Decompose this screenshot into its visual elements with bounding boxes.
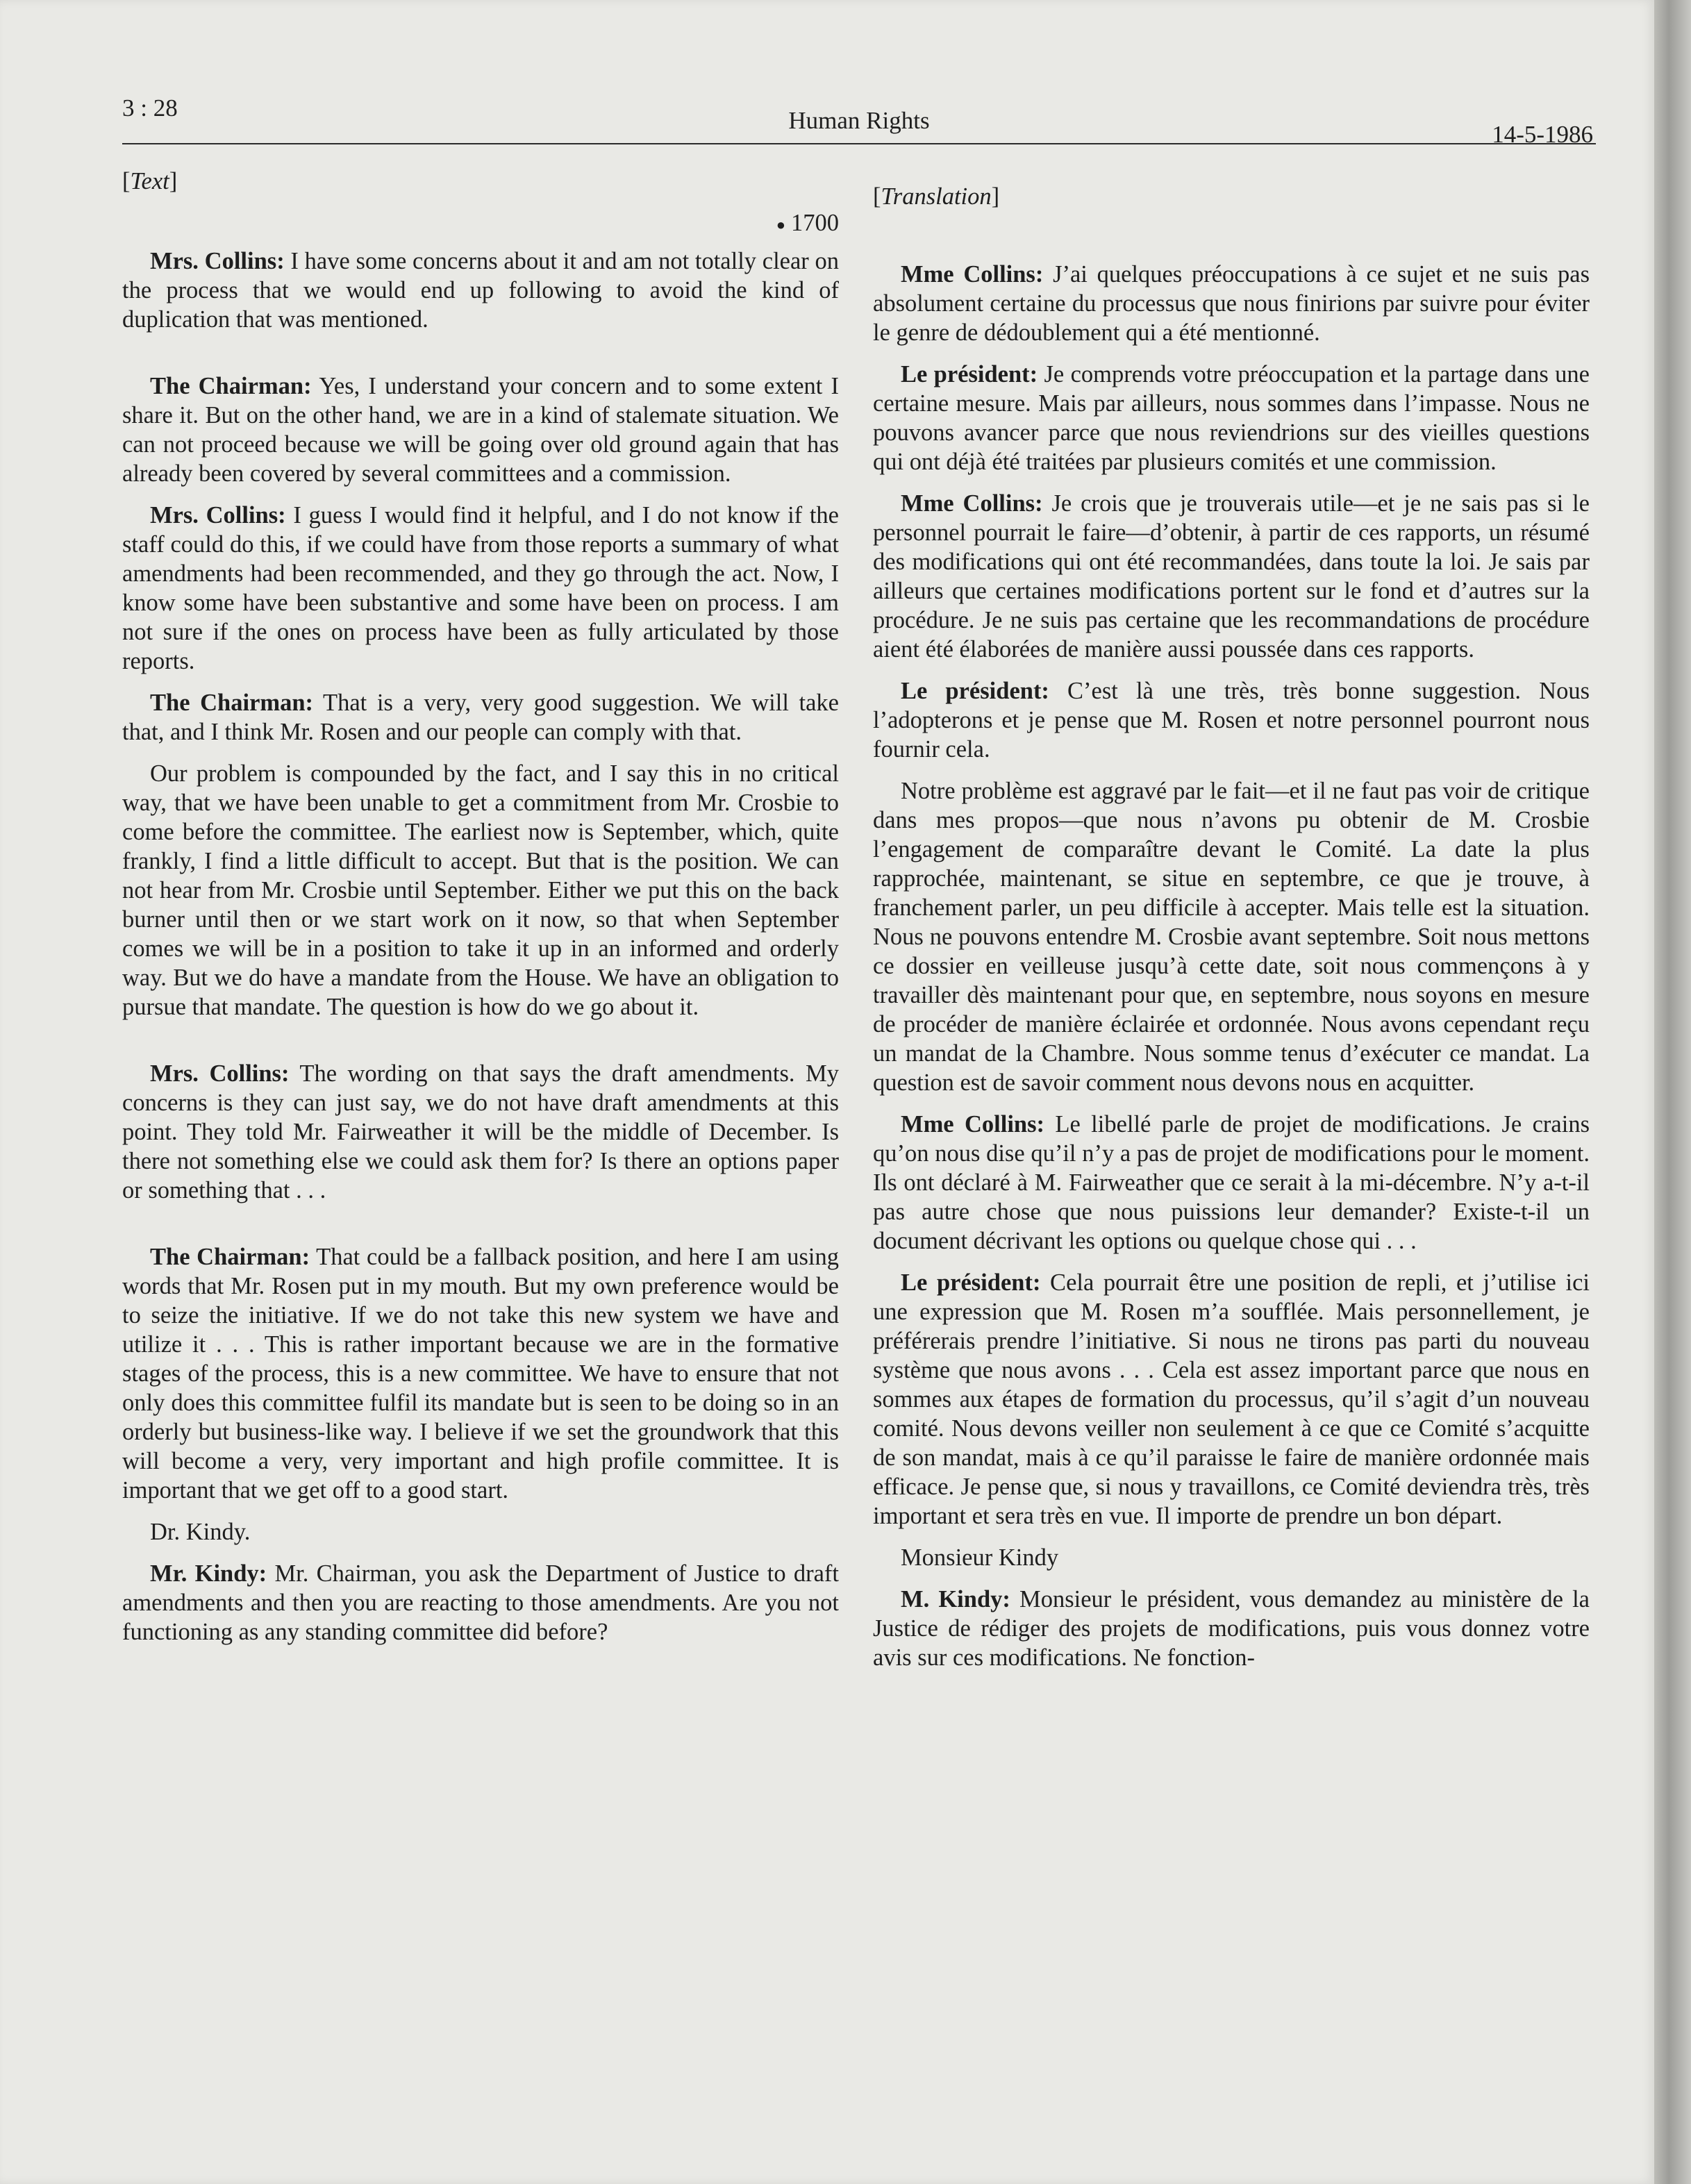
speech-paragraph: Notre problème est aggravé par le fait—et il ne faut pas voir de critique dans mes propos—que nous n’avons pu obtenir de M. Crosbie l’engagement de comparaître devant le Comité. La date la plus rapprochée, maintenant, se situe en septembre, ce que je trouve, à franchement parler, un peu difficile à accepter. Mais telle est la situation. Nous ne pouvons entendre M. Crosbie avant septembre. Soit nous mettons ce dossier en veilleuse jusqu’à cette date, soit nous commençons à y travailler dès maintenant pour que, en septembre, nous soyons en mesure de procéder de manière éclairée et ordonnée. Nous avons cependant reçu un mandat de la Chambre. Nous somme tenus d’exécuter ce mandat. La question est de savoir comment nous devons nous en acquitter.	[873, 778, 1590, 1096]
speech-paragraph: Le président: C’est là une très, très bonne suggestion. Nous l’adopterons et je pense que M. Rosen et notre personnel pourront nous fournir cela.	[873, 678, 1590, 762]
speech-paragraph: Mr. Kindy: Mr. Chairman, you ask the Department of Justice to draft amendments and then you are reacting to those amendments. Are you not functioning as any standing committee did before?	[122, 1560, 840, 1646]
text-tag: [Text]	[122, 168, 178, 194]
speech-paragraph: The Chairman: Yes, I understand your concern and to some extent I share it. But on the other hand, we are in a kind of stalemate situation. We can not proceed because we will be going over old ground again that has already been covered by several committees and a commission.	[122, 373, 839, 487]
english-column	[122, 167, 839, 1659]
translation-tag: [Translation]	[873, 183, 1000, 210]
speech-paragraph: The Chairman: That is a very, very good suggestion. We will take that, and I think Mr. Rosen and our people can comply with that.	[122, 690, 839, 746]
book-binding-edge	[1654, 0, 1691, 2184]
speech-paragraph: Le président: Je comprends votre préoccupation et la partage dans une certaine mesure. Mais par ailleurs, nous sommes dans l’impasse. Nous ne pouvons avancer parce que nous reviendrions sur des vieilles questions qui ont déjà été traitées par plusieurs comités et une commission.	[873, 361, 1590, 475]
sitting-date: 14-5-1986	[1492, 121, 1593, 148]
speech-paragraph: Mrs. Collins: The wording on that says the draft amendments. My concerns is they can just say, we do not have draft amendments at this point. They told Mr. Fairweather it will be the middle of December. Is there not something else we could ask them for? Is there an options paper or something that . . .	[122, 1060, 839, 1204]
french-column	[873, 182, 1590, 1685]
speech-paragraph: Mme Collins: Le libellé parle de projet de modifications. Je crains qu’on nous dise qu’il n’y a pas de projet de modifications pour le moment. Ils ont déclaré à M. Fairweather que ce serait à la mi-décembre. N’y a-t-il pas autre chose que nous puissions leur demander? Existe-t-il un document décrivant les options ou quelque chose qui . . .	[873, 1111, 1590, 1254]
timestamp: ● 1700	[776, 210, 839, 236]
speech-paragraph: Monsieur Kindy	[901, 1544, 1059, 1571]
speech-paragraph: Le président: Cela pourrait être une position de repli, et j’utilise ici une expression que M. Rosen m’a soufflée. Mais personnellement, je préférerais prendre l’initiative. Si nous ne tirons pas parti du nouveau système que nous avons . . . Cela est assez important parce que nous en sommes aux étapes de formation du processus, qu’il s’agit d’un nouveau comité. Nous devons veiller non seulement à ce que ce Comité s’acquitte de son mandat, mais à ce qu’il paraisse le faire de manière ordonnée mais efficace. Je pense que, si nous y travaillons, ce Comité deviendra très, très important et sera très en vue. Il importe de prendre un bon départ.	[873, 1269, 1590, 1529]
speech-paragraph: Mrs. Collins: I have some concerns about it and am not totally clear on the process that we would end up following to avoid the kind of duplication that was mentioned.	[122, 248, 839, 333]
page-number: 3 : 28	[122, 94, 178, 122]
page-header	[122, 94, 1596, 148]
speech-paragraph: Mme Collins: Je crois que je trouverais utile—et je ne sais pas si le personnel pourrait le faire—d’obtenir, à partir de ces rapports, un résumé des modifications qui ont été recommandées, dans toute la loi. Je sais par ailleurs que certaines modifications portent sur le fond et d’autres sur la procédure. Je ne suis pas certaine que les recommandations de procédure aient été élaborées de manière aussi poussée dans ces rapports.	[873, 490, 1590, 662]
bullet-icon: ●	[776, 216, 785, 234]
speech-paragraph: The Chairman: That could be a fallback position, and here I am using words that Mr. Rosen put in my mouth. But my own preference would be to seize the initiative. If we do not take this new system we have and utilize it . . . This is rather important because we are in the formative stages of the process, this is a new committee. We have to ensure that not only does this committee fulfil its mandate but is seen to be doing so in an orderly but business-like way. I believe if we set the groundwork that this will become a very, very important and high profile committee. It is important that we get off to a good start.	[122, 1244, 839, 1504]
speech-paragraph: Our problem is compounded by the fact, and I say this in no critical way, that we have been unable to get a commitment from Mr. Crosbie to come before the committee. The earliest now is September, which, quite frankly, I find a little difficult to accept. But that is the position. We can not hear from Mr. Crosbie until September. Either we put this on the back burner until then or we start work on it now, so that when September comes we will be in a position to take it up in an informed and orderly way. But we do have a mandate from the House. We have an obligation to pursue that mandate. The question is how do we go about it.	[122, 760, 839, 1021]
speech-paragraph: Mrs. Collins: I guess I would find it helpful, and I do not know if the staff could do this, if we could have from those reports a summary of what amendments had been recommended, and they go through the act. Now, I know some have been substantive and some have been on process. I am not sure if the ones on process have been as fully articulated by those reports.	[122, 502, 839, 675]
speech-paragraph: M. Kindy: Monsieur le président, vous demandez au ministère de la Justice de rédiger des projets de modifications, puis vous donnez votre avis sur ces modifications. Ne fonction-	[873, 1586, 1590, 1671]
running-title: Human Rights	[788, 107, 930, 134]
speech-paragraph: Dr. Kindy.	[150, 1519, 251, 1546]
speech-paragraph: Mme Collins: J’ai quelques préoccupations à ce sujet et ne suis pas absolument certaine du processus que nous finirions par suivre pour éviter le genre de dédoublement qui a été mentionné.	[873, 261, 1590, 346]
